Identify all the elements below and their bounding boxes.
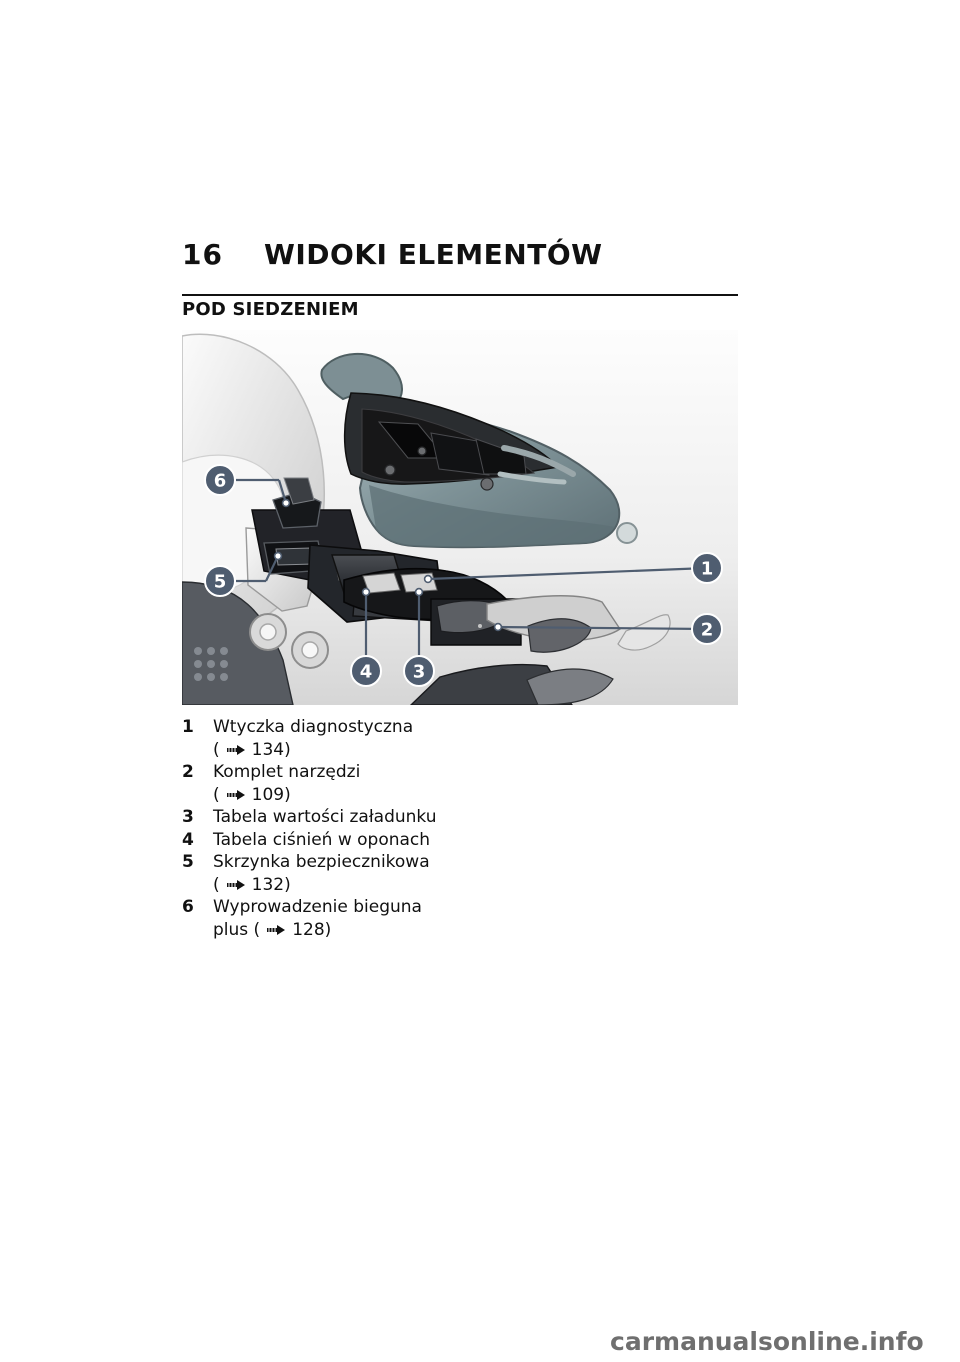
callout-5 [205, 566, 235, 596]
reference-page: 128) [292, 919, 332, 940]
component-legend [182, 716, 502, 941]
legend-label: Wtyczka diagnostyczna [213, 717, 414, 737]
legend-text [213, 716, 502, 761]
reference-page: 134) [251, 739, 291, 760]
legend-label: Skrzynka bezpiecznikowa [213, 852, 430, 872]
legend-number: 3 [182, 807, 194, 827]
reference-prefix: ( [213, 874, 220, 895]
header-divider [182, 294, 738, 296]
svg-text:4: 4 [359, 661, 373, 683]
legend-label: Komplet narzędzi [213, 762, 361, 782]
page-reference-arrow-icon [266, 924, 286, 936]
page-reference [213, 874, 291, 897]
legend-label: Tabela wartości załadunku [213, 807, 437, 827]
legend-text [213, 761, 502, 806]
motorcycle-under-seat-drawing [182, 330, 738, 705]
legend-item-4 [182, 829, 502, 852]
page-reference-arrow-icon [226, 744, 246, 756]
legend-number: 2 [182, 762, 194, 782]
callout-3 [404, 656, 434, 686]
svg-text:1: 1 [700, 558, 714, 580]
page-number: 16 [182, 238, 223, 271]
svg-text:6: 6 [213, 470, 227, 492]
reference-prefix: ( [213, 784, 220, 805]
legend-label: Wyprowadzenie bieguna [213, 897, 422, 917]
legend-label: Tabela ciśnień w oponach [213, 829, 431, 850]
page-reference [213, 739, 291, 762]
svg-text:2: 2 [700, 619, 714, 641]
page-reference [213, 919, 331, 942]
legend-item-6 [182, 896, 502, 941]
legend-text [213, 829, 502, 852]
reference-page: 132) [251, 874, 291, 895]
legend-text [213, 806, 502, 829]
legend-number: 4 [182, 829, 194, 850]
svg-text:3: 3 [412, 661, 426, 683]
motorcycle-under-seat-illustration [182, 330, 738, 705]
legend-text [213, 851, 502, 896]
legend-item-2 [182, 761, 502, 806]
legend-number: 5 [182, 852, 194, 872]
legend-number: 6 [182, 897, 194, 917]
reference-prefix: plus ( [213, 919, 261, 940]
callout-1 [692, 553, 722, 583]
section-heading: POD SIEDZENIEM [182, 299, 359, 320]
page-reference-arrow-icon [226, 879, 246, 891]
page-header [182, 238, 738, 282]
chapter-title: WIDOKI ELEMENTÓW [264, 238, 603, 271]
vent-dots [194, 647, 228, 681]
callout-4 [351, 656, 381, 686]
svg-text:5: 5 [213, 571, 227, 593]
callout-6 [205, 465, 235, 495]
legend-number: 1 [182, 717, 194, 737]
legend-item-1 [182, 716, 502, 761]
page-reference [213, 784, 291, 807]
legend-item-3 [182, 806, 502, 829]
legend-item-5 [182, 851, 502, 896]
reference-prefix: ( [213, 739, 220, 760]
legend-text [213, 896, 502, 941]
footer-watermark: carmanualsonline.info [610, 1327, 924, 1356]
reference-page: 109) [251, 784, 291, 805]
page-reference-arrow-icon [226, 789, 246, 801]
callout-2 [692, 614, 722, 644]
